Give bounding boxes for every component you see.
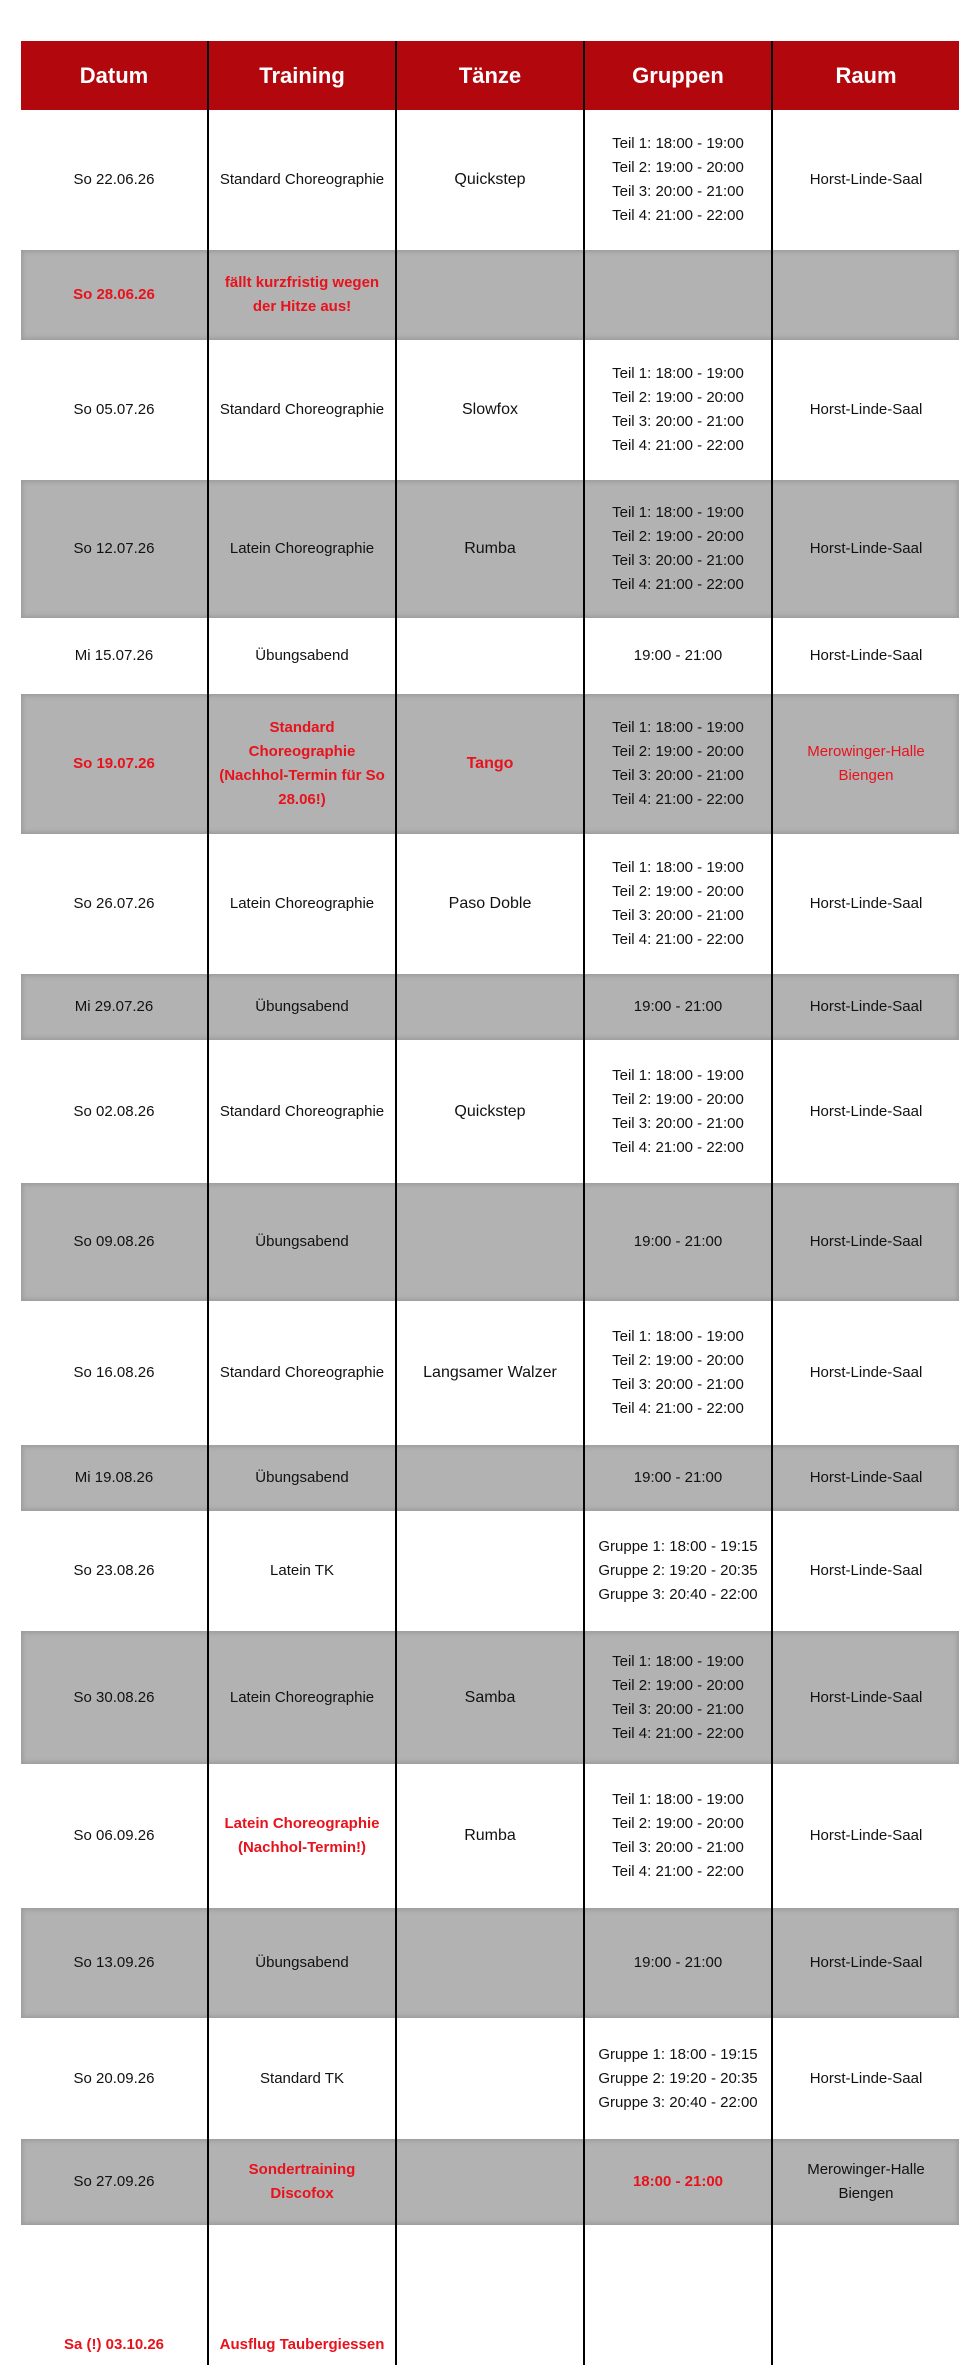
date-cell: So 12.07.26: [21, 480, 209, 618]
table-row: [21, 480, 959, 618]
table-row: [21, 1511, 959, 1631]
group-times: [612, 362, 744, 458]
room-cell: Merowinger-Halle Biengen: [807, 2161, 925, 2202]
group-time: Gruppe 1: 18:00 - 19:15: [598, 2045, 758, 2063]
training-cell: Latein Choreographie: [209, 480, 397, 618]
dance-cell: Tango: [397, 694, 585, 834]
groups-cell: [585, 974, 773, 1040]
group-time: Teil 3: 20:00 - 21:00: [612, 1376, 744, 1393]
dance-cell: [397, 2225, 585, 2365]
group-time: Gruppe 2: 19:20 - 20:35: [598, 1562, 758, 1579]
training-cell: Latein Choreographie: [209, 834, 397, 974]
room-cell: Horst-Linde-Saal: [809, 1827, 923, 1844]
room-cell: Horst-Linde-Saal: [809, 998, 923, 1015]
room-cell: Horst-Linde-Saal: [809, 2069, 923, 2087]
training-cell: Latein Choreographie (Nachhol-Termin!): [209, 1764, 397, 1908]
dance-cell: [397, 618, 585, 694]
room-cell: [773, 2225, 959, 2365]
header-gruppen: Gruppen: [585, 41, 773, 110]
group-time: Teil 1: 18:00 - 19:00: [612, 365, 744, 382]
group-times: [612, 716, 744, 812]
groups-cell: [585, 1301, 773, 1445]
group-times: [598, 1535, 757, 1607]
table-row: [21, 974, 959, 1040]
group-time: 19:00 - 21:00: [633, 1954, 723, 1971]
group-time: 19:00 - 21:00: [633, 647, 723, 664]
training-cell: Ausflug Taubergiessen: [209, 2225, 397, 2365]
date-cell: So 05.07.26: [21, 340, 209, 480]
group-time: Teil 1: 18:00 - 19:00: [612, 1791, 744, 1808]
training-cell: Übungsabend: [209, 1183, 397, 1301]
group-time: Gruppe 1: 18:00 - 19:15: [598, 1538, 758, 1555]
dance-cell: Quickstep: [397, 110, 585, 250]
training-cell: Standard Choreographie: [209, 1301, 397, 1445]
table-row: [21, 1445, 959, 1511]
room-cell: Horst-Linde-Saal: [809, 1469, 923, 1486]
group-time: Teil 4: 21:00 - 22:00: [612, 1863, 744, 1880]
groups-cell: [585, 2225, 773, 2365]
dance-cell: [397, 974, 585, 1040]
group-time: Teil 3: 20:00 - 21:00: [612, 552, 744, 569]
dance-cell: Rumba: [397, 1764, 585, 1908]
room-cell: [773, 250, 959, 340]
room-cell: Horst-Linde-Saal: [809, 895, 923, 912]
training-cell: Übungsabend: [209, 974, 397, 1040]
training-cell: Übungsabend: [209, 618, 397, 694]
group-time: 19:00 - 21:00: [633, 998, 723, 1015]
table-row: [21, 618, 959, 694]
header-training: Training: [209, 41, 397, 110]
groups-cell: [585, 834, 773, 974]
schedule-table: [21, 41, 959, 2365]
training-cell: Standard Choreographie: [209, 1040, 397, 1183]
dance-cell: Quickstep: [397, 1040, 585, 1183]
groups-cell: [585, 2139, 773, 2225]
date-cell: So 09.08.26: [21, 1183, 209, 1301]
table-row: [21, 2018, 959, 2139]
group-times: [634, 1466, 722, 1490]
group-time: Teil 1: 18:00 - 19:00: [612, 1652, 744, 1670]
header-raum: Raum: [835, 62, 897, 88]
group-time: Teil 4: 21:00 - 22:00: [612, 576, 744, 593]
groups-cell: [585, 1908, 773, 2018]
group-time: Teil 3: 20:00 - 21:00: [612, 183, 744, 200]
group-time: 19:00 - 21:00: [633, 1469, 723, 1486]
group-time: Teil 2: 19:00 - 20:00: [612, 1352, 744, 1369]
group-time: Teil 1: 18:00 - 19:00: [612, 719, 744, 736]
room-cell: Horst-Linde-Saal: [809, 1688, 923, 1706]
dance-cell: [397, 1908, 585, 2018]
dance-cell: [397, 250, 585, 340]
group-time: Teil 1: 18:00 - 19:00: [612, 135, 744, 152]
date-cell: Mi 29.07.26: [21, 974, 209, 1040]
date-cell: So 30.08.26: [21, 1631, 209, 1764]
group-time: Teil 1: 18:00 - 19:00: [612, 1328, 744, 1345]
table-row: [21, 1183, 959, 1301]
groups-cell: [585, 110, 773, 250]
date-cell: Mi 19.08.26: [21, 1445, 209, 1511]
header-datum: Datum: [21, 41, 209, 110]
dance-cell: [397, 2139, 585, 2225]
groups-cell: [585, 1764, 773, 1908]
groups-cell: [585, 1040, 773, 1183]
date-cell: So 19.07.26: [21, 694, 209, 834]
group-time: Teil 4: 21:00 - 22:00: [612, 791, 744, 808]
group-time: Teil 2: 19:00 - 20:00: [612, 1090, 744, 1108]
group-time: Teil 1: 18:00 - 19:00: [612, 504, 744, 521]
group-times: [612, 1650, 744, 1746]
dance-cell: Langsamer Walzer: [397, 1301, 585, 1445]
group-times: [634, 1951, 722, 1975]
training-cell: Sondertraining Discofox: [209, 2139, 397, 2225]
groups-cell: [585, 2018, 773, 2139]
table-row: [21, 1631, 959, 1764]
group-times: [598, 2043, 757, 2115]
group-time: 18:00 - 21:00: [632, 2173, 724, 2190]
group-time: Gruppe 2: 19:20 - 20:35: [598, 2069, 758, 2087]
dance-cell: [397, 1511, 585, 1631]
group-time: Teil 3: 20:00 - 21:00: [612, 1114, 744, 1132]
training-cell: Übungsabend: [209, 1445, 397, 1511]
table-row: [21, 1764, 959, 1908]
dance-cell: [397, 1183, 585, 1301]
room-cell: Horst-Linde-Saal: [809, 1562, 923, 1579]
table-body: [21, 110, 959, 2365]
table-row: [21, 694, 959, 834]
date-cell: So 27.09.26: [21, 2139, 209, 2225]
group-time: Teil 4: 21:00 - 22:00: [612, 1400, 744, 1417]
room-cell: Horst-Linde-Saal: [809, 1364, 923, 1381]
date-cell: Sa (!) 03.10.26: [21, 2225, 209, 2365]
table-header: [21, 41, 959, 110]
groups-cell: [585, 340, 773, 480]
group-time: Teil 2: 19:00 - 20:00: [612, 1815, 744, 1832]
group-time: Teil 4: 21:00 - 22:00: [612, 931, 744, 948]
date-cell: So 26.07.26: [21, 834, 209, 974]
group-time: Gruppe 3: 20:40 - 22:00: [598, 2093, 758, 2111]
group-time: Teil 3: 20:00 - 21:00: [612, 1839, 744, 1856]
group-times: [612, 501, 744, 597]
table-row: [21, 1301, 959, 1445]
table-row: [21, 2139, 959, 2225]
group-time: Teil 2: 19:00 - 20:00: [612, 1676, 744, 1694]
table-row: [21, 2225, 959, 2365]
training-cell: Standard Choreographie: [209, 340, 397, 480]
groups-cell: [585, 1183, 773, 1301]
group-times: [634, 995, 722, 1019]
group-time: Teil 2: 19:00 - 20:00: [612, 389, 744, 406]
date-cell: So 13.09.26: [21, 1908, 209, 2018]
group-time: Teil 2: 19:00 - 20:00: [612, 528, 744, 545]
table-row: [21, 1040, 959, 1183]
group-times: [633, 2170, 723, 2194]
group-times: [612, 1788, 744, 1884]
group-time: Teil 2: 19:00 - 20:00: [612, 159, 744, 176]
group-time: Teil 4: 21:00 - 22:00: [612, 1724, 744, 1742]
date-cell: So 02.08.26: [21, 1040, 209, 1183]
room-cell: Horst-Linde-Saal: [809, 401, 923, 418]
group-time: Teil 4: 21:00 - 22:00: [612, 437, 744, 454]
date-cell: So 28.06.26: [21, 250, 209, 340]
group-time: Teil 1: 18:00 - 19:00: [612, 859, 744, 876]
groups-cell: [585, 480, 773, 618]
dance-cell: Slowfox: [397, 340, 585, 480]
group-times: [612, 856, 744, 952]
group-times: [612, 1064, 744, 1160]
date-cell: Mi 15.07.26: [21, 618, 209, 694]
training-cell: Übungsabend: [209, 1908, 397, 2018]
group-time: 19:00 - 21:00: [633, 1233, 723, 1250]
training-cell: Latein TK: [209, 1511, 397, 1631]
table-row: [21, 250, 959, 340]
groups-cell: [585, 618, 773, 694]
group-time: Teil 2: 19:00 - 20:00: [612, 883, 744, 900]
date-cell: So 22.06.26: [21, 110, 209, 250]
table-row: [21, 1908, 959, 2018]
room-cell: Horst-Linde-Saal: [809, 540, 923, 557]
date-cell: So 16.08.26: [21, 1301, 209, 1445]
group-time: Teil 4: 21:00 - 22:00: [612, 1138, 744, 1156]
dance-cell: [397, 2018, 585, 2139]
room-cell: Horst-Linde-Saal: [809, 171, 923, 188]
groups-cell: [585, 1511, 773, 1631]
group-time: Teil 4: 21:00 - 22:00: [612, 207, 744, 224]
training-cell: fällt kurzfristig wegen der Hitze aus!: [209, 250, 397, 340]
group-time: Teil 3: 20:00 - 21:00: [612, 767, 744, 784]
date-cell: So 23.08.26: [21, 1511, 209, 1631]
training-cell: Standard TK: [209, 2018, 397, 2139]
group-time: Teil 3: 20:00 - 21:00: [612, 413, 744, 430]
header-taenze: Tänze: [397, 41, 585, 110]
group-time: Teil 1: 18:00 - 19:00: [612, 1066, 744, 1084]
group-times: [634, 1230, 722, 1254]
group-times: [634, 644, 722, 668]
room-cell: Horst-Linde-Saal: [809, 1954, 923, 1971]
dance-cell: Paso Doble: [397, 834, 585, 974]
room-cell: Horst-Linde-Saal: [809, 647, 923, 664]
training-cell: Latein Choreographie: [209, 1631, 397, 1764]
dance-cell: Samba: [397, 1631, 585, 1764]
room-cell: Merowinger-Halle Biengen: [807, 743, 925, 784]
groups-cell: [585, 250, 773, 340]
table-row: [21, 340, 959, 480]
table-row: [21, 110, 959, 250]
group-time: Teil 2: 19:00 - 20:00: [612, 743, 744, 760]
groups-cell: [585, 1631, 773, 1764]
dance-cell: [397, 1445, 585, 1511]
training-cell: Standard Choreographie: [209, 110, 397, 250]
room-cell: Horst-Linde-Saal: [809, 1233, 923, 1250]
dance-cell: Rumba: [397, 480, 585, 618]
group-times: [612, 132, 744, 228]
training-cell: Standard Choreographie (Nachhol-Termin für So 28.06!): [209, 694, 397, 834]
group-times: [612, 1325, 744, 1421]
date-cell: So 06.09.26: [21, 1764, 209, 1908]
group-time: Gruppe 3: 20:40 - 22:00: [598, 1586, 758, 1603]
group-time: Teil 3: 20:00 - 21:00: [612, 1700, 744, 1718]
groups-cell: [585, 694, 773, 834]
date-cell: So 20.09.26: [21, 2018, 209, 2139]
group-time: Teil 3: 20:00 - 21:00: [612, 907, 744, 924]
groups-cell: [585, 1445, 773, 1511]
room-cell: Horst-Linde-Saal: [809, 1102, 923, 1120]
table-row: [21, 834, 959, 974]
